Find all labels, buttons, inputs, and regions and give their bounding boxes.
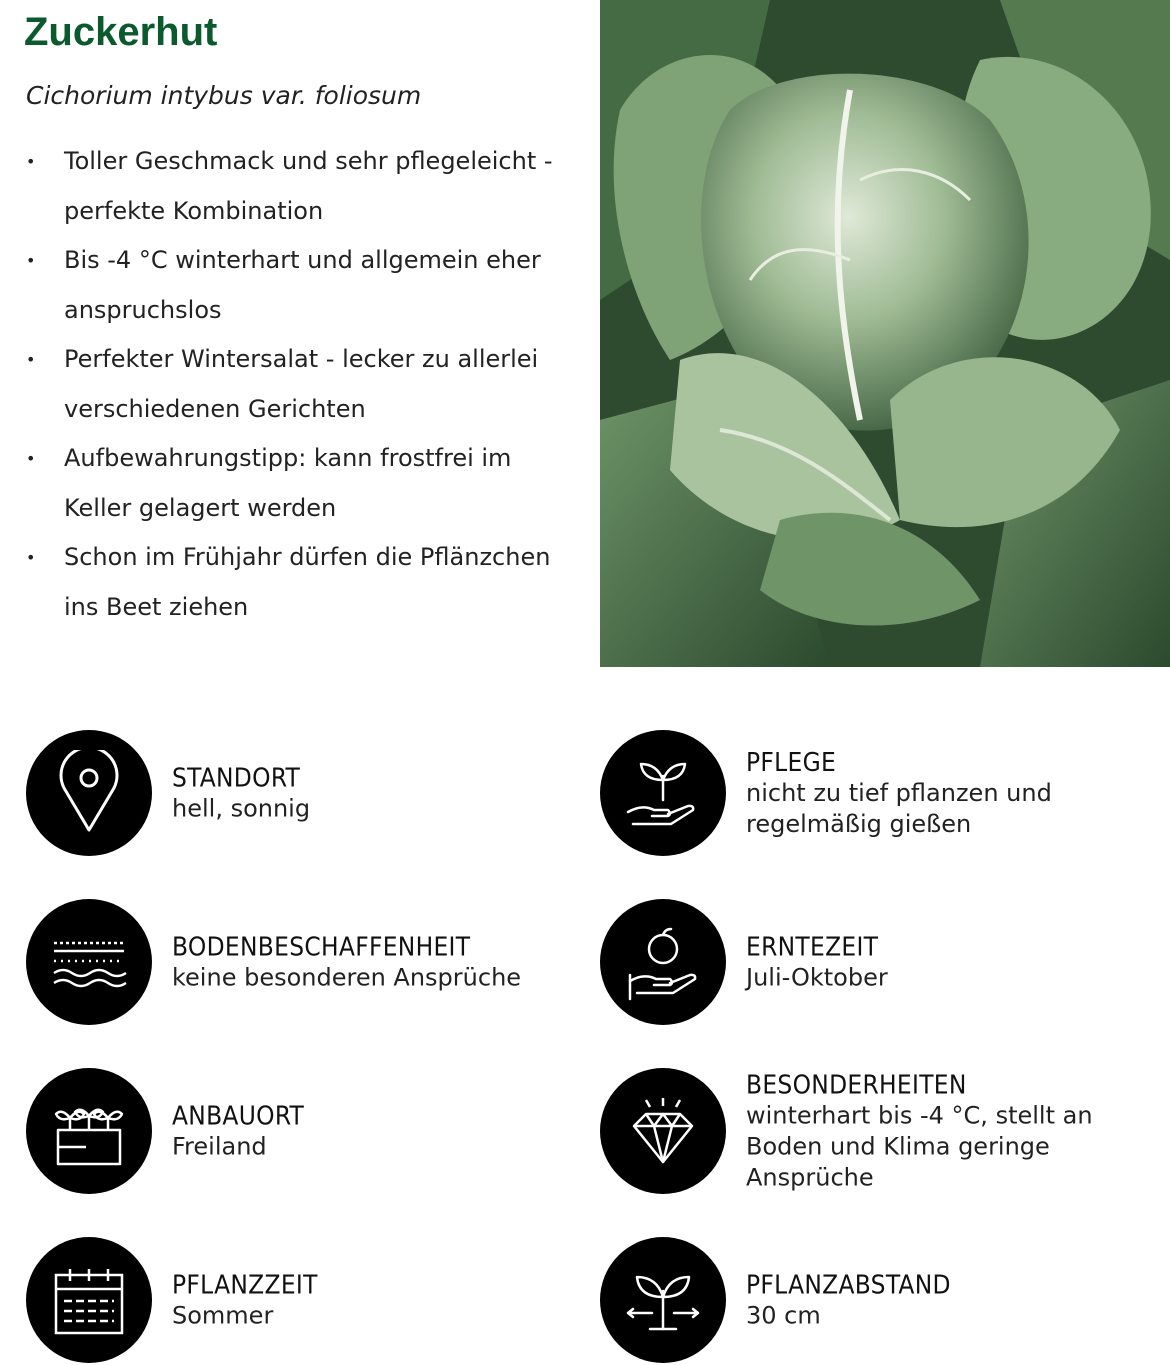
fruit-hand-icon — [600, 899, 726, 1025]
product-title: Zuckerhut — [24, 10, 218, 54]
feature-boden — [26, 899, 586, 1027]
feature-label: ANBAUORT — [172, 1101, 305, 1132]
feature-pflanzzeit — [26, 1237, 586, 1365]
soil-layers-icon — [26, 899, 152, 1025]
feature-anbauort — [26, 1068, 586, 1196]
diamond-icon — [600, 1068, 726, 1194]
product-photo — [600, 0, 1170, 667]
feature-label: PFLEGE — [746, 748, 837, 778]
feature-besonderheiten — [600, 1068, 1170, 1196]
location-pin-icon — [26, 730, 152, 856]
feature-pflanzabstand — [600, 1237, 1170, 1365]
feature-label: ERNTEZEIT — [746, 932, 879, 963]
feature-pflege — [600, 730, 1170, 858]
feature-value: 30 cm — [746, 1301, 821, 1330]
feature-standort — [26, 730, 586, 858]
feature-label: PFLANZZEIT — [172, 1270, 318, 1301]
feature-value: hell, sonnig — [172, 794, 311, 823]
seedling-hand-icon — [600, 730, 726, 856]
product-subtitle: Cichorium intybus var. foliosum — [26, 81, 422, 110]
feature-label: STANDORT — [172, 763, 301, 794]
calendar-icon — [26, 1237, 152, 1363]
bullet-item: • Perfekter Wintersalat - lecker zu allerlei verschiedenen Gerichten — [26, 335, 586, 434]
feature-value: winterhart bis -4 °C, stellt an Boden und Klima geringe Ansprüche — [746, 1101, 1093, 1192]
feature-value: Juli-Oktober — [746, 963, 888, 992]
feature-erntezeit — [600, 899, 1170, 1027]
feature-value: nicht zu tief pflanzen und regelmäßig gießen — [746, 779, 1052, 838]
feature-label: BODENBESCHAFFENHEIT — [172, 932, 471, 963]
feature-bullet-list — [26, 137, 586, 632]
feature-value: Sommer — [172, 1301, 274, 1330]
bullet-item: • Schon im Frühjahr dürfen die Pflänzchen ins Beet ziehen — [26, 533, 586, 632]
feature-label: BESONDERHEITEN — [746, 1070, 967, 1101]
bullet-item: • Bis -4 °C winterhart und allgemein eher anspruchslos — [26, 236, 586, 335]
bullet-item: • Aufbewahrungstipp: kann frostfrei im Keller gelagert werden — [26, 434, 586, 533]
plant-box-icon — [26, 1068, 152, 1194]
plant-spacing-icon — [600, 1237, 726, 1363]
feature-value: Freiland — [172, 1132, 267, 1161]
feature-label: PFLANZABSTAND — [746, 1270, 951, 1301]
bullet-item: • Toller Geschmack und sehr pflegeleicht - perfekte Kombination — [26, 137, 586, 236]
feature-value: keine besonderen Ansprüche — [172, 963, 522, 992]
